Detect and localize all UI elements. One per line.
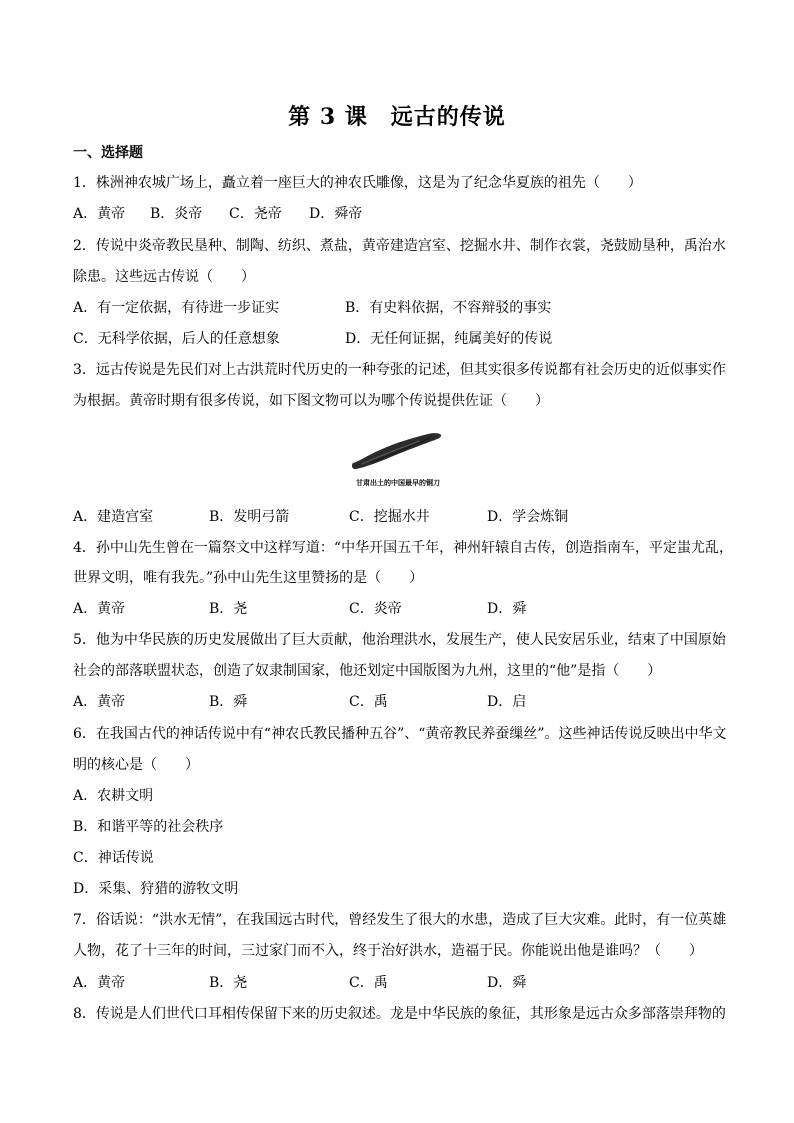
question-4-option-b: B．尧 bbox=[209, 601, 248, 617]
question-2-option-d: D．无任何证据，纯属美好的传说 bbox=[345, 331, 553, 347]
question-4-option-d: D．舜 bbox=[487, 601, 527, 617]
question-7-option-b: B．尧 bbox=[209, 975, 248, 991]
question-5-option-a: A．黄帝 bbox=[73, 694, 126, 710]
question-2-option-b: B．有史料依据，不容辩驳的事实 bbox=[345, 300, 552, 316]
question-4-option-c: C．炎帝 bbox=[349, 601, 402, 617]
question-4-option-a: A．黄帝 bbox=[73, 601, 126, 617]
lesson-title: 第 3 课 远古的传说 bbox=[288, 104, 506, 130]
question-3-stem-line-1: 3．远古传说是先民们对上古洪荒时代历史的一种夸张的记述，但其实很多传说都有社会历史的近似事实作 bbox=[73, 362, 726, 378]
question-6-stem-line-2: 明的核心是（ ） bbox=[73, 757, 199, 773]
question-5-stem-line-2: 社会的部落联盟状态，创造了奴隶制国家，他还划定中国版图为九州，这里的“他”是指（ ） bbox=[73, 663, 662, 679]
question-6-option-b: B．和谐平等的社会秩序 bbox=[73, 819, 224, 835]
question-1-option-a: A．黄帝 bbox=[73, 206, 126, 222]
question-7-stem-line-2: 人物，花了十三年的时间，三过家门而不入，终于治好洪水，造福于民。你能说出他是谁吗？（ ） bbox=[73, 943, 703, 959]
question-1-option-d: D．舜帝 bbox=[309, 206, 363, 222]
question-6-stem-line-1: 6．在我国古代的神话传说中有“神农氏教民播种五谷”、“黄帝教民养蚕缫丝”。这些神话传说反映出中华文 bbox=[73, 726, 727, 742]
question-5-stem-line-1: 5．他为中华民族的历史发展做出了巨大贡献，他治理洪水，发展生产，使人民安居乐业，结束了中国原始 bbox=[73, 632, 726, 648]
question-4-stem-line-1: 4．孙中山先生曾在一篇祭文中这样写道：“中华开国五千年，神州轩辕自古传，创造指南车，平定蚩尤乱， bbox=[73, 540, 734, 556]
question-2-option-c: C．无科学依据，后人的任意想象 bbox=[73, 331, 280, 347]
question-3-option-a: A．建造宫室 bbox=[73, 509, 154, 525]
question-7-option-a: A．黄帝 bbox=[73, 975, 126, 991]
question-5-option-c: C．禹 bbox=[349, 694, 388, 710]
question-6-option-d: D．采集、狩猎的游牧文明 bbox=[73, 881, 239, 897]
question-7-option-d: D．舜 bbox=[487, 975, 527, 991]
question-4-stem-line-2: 世界文明，唯有我先。”孙中山先生这里赞扬的是（ ） bbox=[73, 570, 424, 586]
question-2-option-a: A．有一定依据，有待进一步证实 bbox=[73, 300, 280, 316]
question-8-stem-line-1: 8．传说是人们世代口耳相传保留下来的历史叙述。龙是中华民族的象征，其形象是远古众多部落崇拜物的 bbox=[73, 1006, 726, 1022]
question-6-option-c: C．神话传说 bbox=[73, 850, 154, 866]
question-5-option-d: D．启 bbox=[487, 694, 527, 710]
question-3-option-b: B．发明弓箭 bbox=[209, 509, 290, 525]
section-heading: 一、选择题 bbox=[73, 145, 143, 161]
question-1-option-b: B．炎帝 bbox=[150, 206, 203, 222]
question-2-stem-line-1: 2．传说中炎帝教民垦种、制陶、纺织、煮盐，黄帝建造宫室、挖掘水井、制作衣裳，尧鼓励垦种，禹治水 bbox=[73, 238, 726, 254]
question-3-stem-line-2: 为根据。黄帝时期有很多传说，如下图文物可以为哪个传说提供佐证（ ） bbox=[73, 393, 549, 409]
question-7-stem-line-1: 7．俗话说：“洪水无情”，在我国远古时代，曾经发生了很大的水患，造成了巨大灾难。此时，有一位英雄 bbox=[73, 912, 727, 928]
question-3-option-d: D．学会炼铜 bbox=[487, 509, 569, 525]
question-3-option-c: C．挖掘水井 bbox=[349, 509, 430, 525]
question-1-option-c: C．尧帝 bbox=[229, 206, 282, 222]
question-6-option-a: A．农耕文明 bbox=[73, 788, 154, 804]
question-2-stem-line-2: 除患。这些远古传说（ ） bbox=[73, 269, 255, 285]
question-1-stem: 1．株洲神农城广场上，矗立着一座巨大的神农氏雕像，这是为了纪念华夏族的祖先（ ） bbox=[73, 175, 642, 191]
question-5-option-b: B．舜 bbox=[209, 694, 248, 710]
question-7-option-c: C．禹 bbox=[349, 975, 388, 991]
figure-caption: 甘肃出土的中国最早的铜刀 bbox=[356, 478, 440, 487]
